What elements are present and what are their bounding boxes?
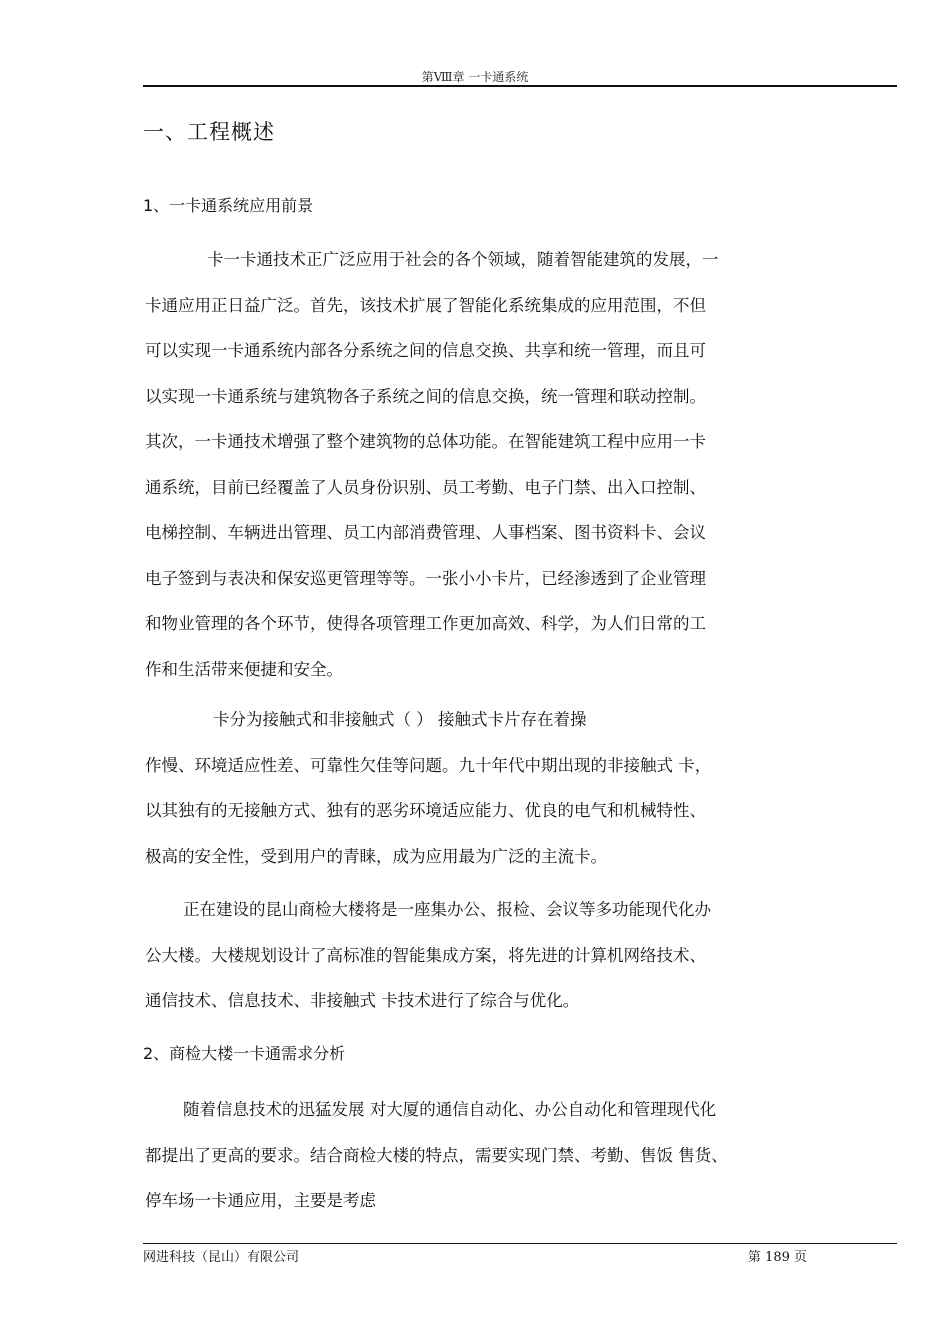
- section1-paragraph-1: [145, 237, 805, 692]
- text-line: 电子签到与表决和保安巡更管理等等。一张小小卡片，已经渗透到了企业管理: [145, 568, 706, 588]
- text-line: 随着信息技术的迅猛发展 对大厦的通信自动化、办公自动化和管理现代化: [183, 1100, 717, 1119]
- text-line: 都提出了更高的要求。结合商检大楼的特点，需要实现门禁、考勤、售饭 售货、: [145, 1145, 728, 1165]
- text-line: 作和生活带来便捷和安全。: [145, 659, 343, 679]
- footer-company: 网进科技（昆山）有限公司: [143, 1250, 300, 1265]
- text-line: 电梯控制、车辆进出管理、员工内部消费管理、人事档案、图书资料卡、会议: [145, 523, 706, 542]
- text-line: 可以实现一卡通系统内部各分系统之间的信息交换、共享和统一管理，而且可: [145, 341, 706, 360]
- section-heading-1: 1、一卡通系统应用前景: [143, 196, 314, 215]
- text-line: 通系统，目前已经覆盖了人员身份识别、员工考勤、电子门禁、出入口控制、: [145, 477, 706, 497]
- text-line: 卡一卡通技术正广泛应用于社会的各个领域，随着智能建筑的发展，一: [207, 250, 719, 269]
- section1-paragraph-3: [145, 887, 805, 1024]
- text-line: 以其独有的无接触方式、独有的恶劣环境适应能力、优良的电气和机械特性、: [145, 801, 706, 820]
- text-line: 卡通应用正日益广泛。首先，该技术扩展了智能化系统集成的应用范围，不但: [145, 295, 706, 315]
- text-line: 正在建设的昆山商检大楼将是一座集办公、报检、会议等多功能现代化办: [183, 900, 711, 919]
- chapter-heading: 一、工程概述: [143, 120, 275, 144]
- text-line: 和物业管理的各个环节，使得各项管理工作更加高效、科学，为人们日常的工: [145, 614, 706, 633]
- text-line: 公大楼。大楼规划设计了高标准的智能集成方案，将先进的计算机网络技术、: [145, 945, 706, 965]
- text-line: 作慢、环境适应性差、可靠性欠佳等问题。九十年代中期出现的非接触式 卡，: [145, 755, 712, 775]
- running-header-title: 第Ⅷ章 一卡通系统: [421, 70, 529, 84]
- footer-page-number: 第 189 页: [747, 1250, 807, 1265]
- text-line: 卡分为接触式和非接触式（ ） 接触式卡片存在着操: [213, 710, 587, 729]
- text-line: 停车场一卡通应用，主要是考虑: [145, 1191, 376, 1210]
- text-line: 通信技术、信息技术、非接触式 卡技术进行了综合与优化。: [145, 991, 580, 1010]
- section2-paragraph-1: [145, 1087, 805, 1224]
- section-heading-2: 2、商检大楼一卡通需求分析: [143, 1044, 346, 1063]
- text-line: 极高的安全性，受到用户的青睐，成为应用最为广泛的主流卡。: [145, 846, 607, 866]
- header-rule: [143, 85, 897, 87]
- text-line: 其次，一卡通技术增强了整个建筑物的总体功能。在智能建筑工程中应用一卡: [145, 432, 706, 451]
- footer-rule: [143, 1243, 897, 1244]
- text-line: 以实现一卡通系统与建筑物各子系统之间的信息交换，统一管理和联动控制。: [145, 386, 706, 406]
- section1-paragraph-2: [145, 697, 805, 879]
